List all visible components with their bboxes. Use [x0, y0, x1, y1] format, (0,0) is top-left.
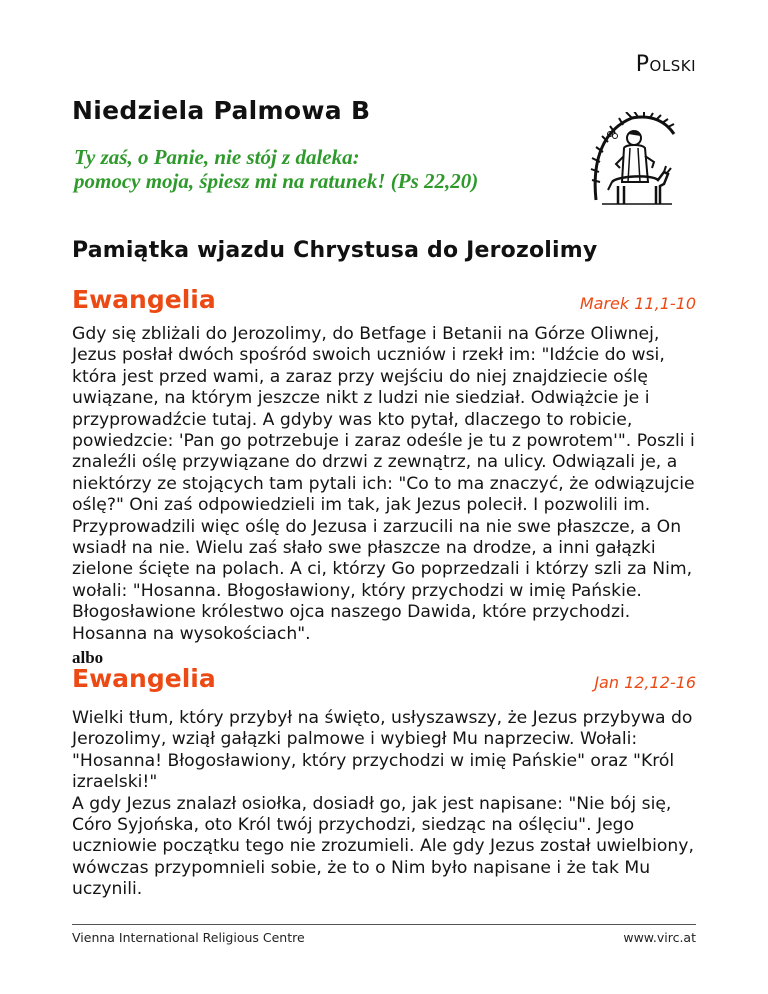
gospel-2-paragraph-1: Wielki tłum, który przybył na święto, usłyszawszy, że Jezus przybywa do Jerozolimy, wziął gałązki palmowe i wybiegł Mu naprzeciw. Wołali: "Hosanna! Błogosławiony, który przychodzi w imię Pańskie" oraz "Król izraelski!" — [72, 708, 693, 793]
gospel-2-reference: Jan 12,12-16 — [594, 673, 696, 692]
gospel-1-reference: Marek 11,1-10 — [579, 294, 696, 313]
page-title: Niedziela Palmowa B — [72, 96, 371, 125]
footer-website: www.virc.at — [623, 930, 696, 945]
palm-sunday-figure-icon — [582, 112, 682, 208]
gospel-2-text — [72, 708, 702, 901]
gospel-1-text — [72, 324, 702, 645]
antiphon-line-2: pomocy moja, śpiesz mi na ratunek! (Ps 22,20) — [74, 169, 479, 193]
footer-organization: Vienna International Religious Centre — [72, 930, 305, 945]
footer-divider — [72, 924, 696, 925]
gospel-2-paragraph-2: A gdy Jezus znalazł osiołka, dosiadł go, jak jest napisane: "Nie bój się, Córo Syjońska, oto Król twój przychodzi, siedząc na oślęciu". Jego uczniowie początku tego nie zrozumieli. Ale gdy Jezus został uwielbiony, wówczas przypomnieli sobie, że to o Nim było napisane i że tak Mu uczynili. — [72, 793, 694, 900]
gospel-2-heading: Ewangelia — [72, 664, 216, 693]
section-subtitle: Pamiątka wjazdu Chrystusa do Jerozolimy — [72, 238, 598, 263]
gospel-1-paragraph: Gdy się zbliżali do Jerozolimy, do Betfage i Betanii na Górze Oliwnej, Jezus posłał dwóch spośród swoich uczniów i rzekł im: "Idźcie do wsi, która jest przed wami, a zaraz przy wejściu do niej znajdziecie oślę uwiązane, na którym jeszcze nikt z ludzi nie siedział. Odwiążcie je i przyprowadźcie tutaj. A gdyby was kto pytał, dlaczego to robicie, powiedzcie: 'Pan go potrzebuje i zaraz odeśle je tu z powrotem'". Poszli i znaleźli oślę przywiązane do drzwi z zewnątrz, na ulicy. Odwiązali je, a niektórzy ze stojących tam pytali ich: "Co to ma znaczyć, że odwiązujcie oślę?" Oni zaś odpowiedzieli im tak, jak Jezus polecił. I pozwolili im. Przyprowadzili więc oślę do Jezusa i zarzucili na nie swe płaszcze, a On wsiadł na nie. Wielu zaś słało swe płaszcze na drodze, a inni gałązki zielone ścięte na polach. A ci, którzy Go poprzedzali i którzy szli za Nim, wołali: "Hosanna. Błogosławiony, który przychodzi w imię Pańskie. Błogosławione królestwo ojca naszego Dawida, które przychodzi. Hosanna na wysokościach". — [72, 324, 695, 644]
antiphon-line-1: Ty zaś, o Panie, nie stój z daleka: — [74, 145, 360, 169]
entrance-antiphon — [74, 145, 594, 193]
language-label: Polski — [635, 52, 696, 77]
albo-label: albo — [72, 648, 104, 667]
gospel-1-heading: Ewangelia — [72, 285, 216, 314]
